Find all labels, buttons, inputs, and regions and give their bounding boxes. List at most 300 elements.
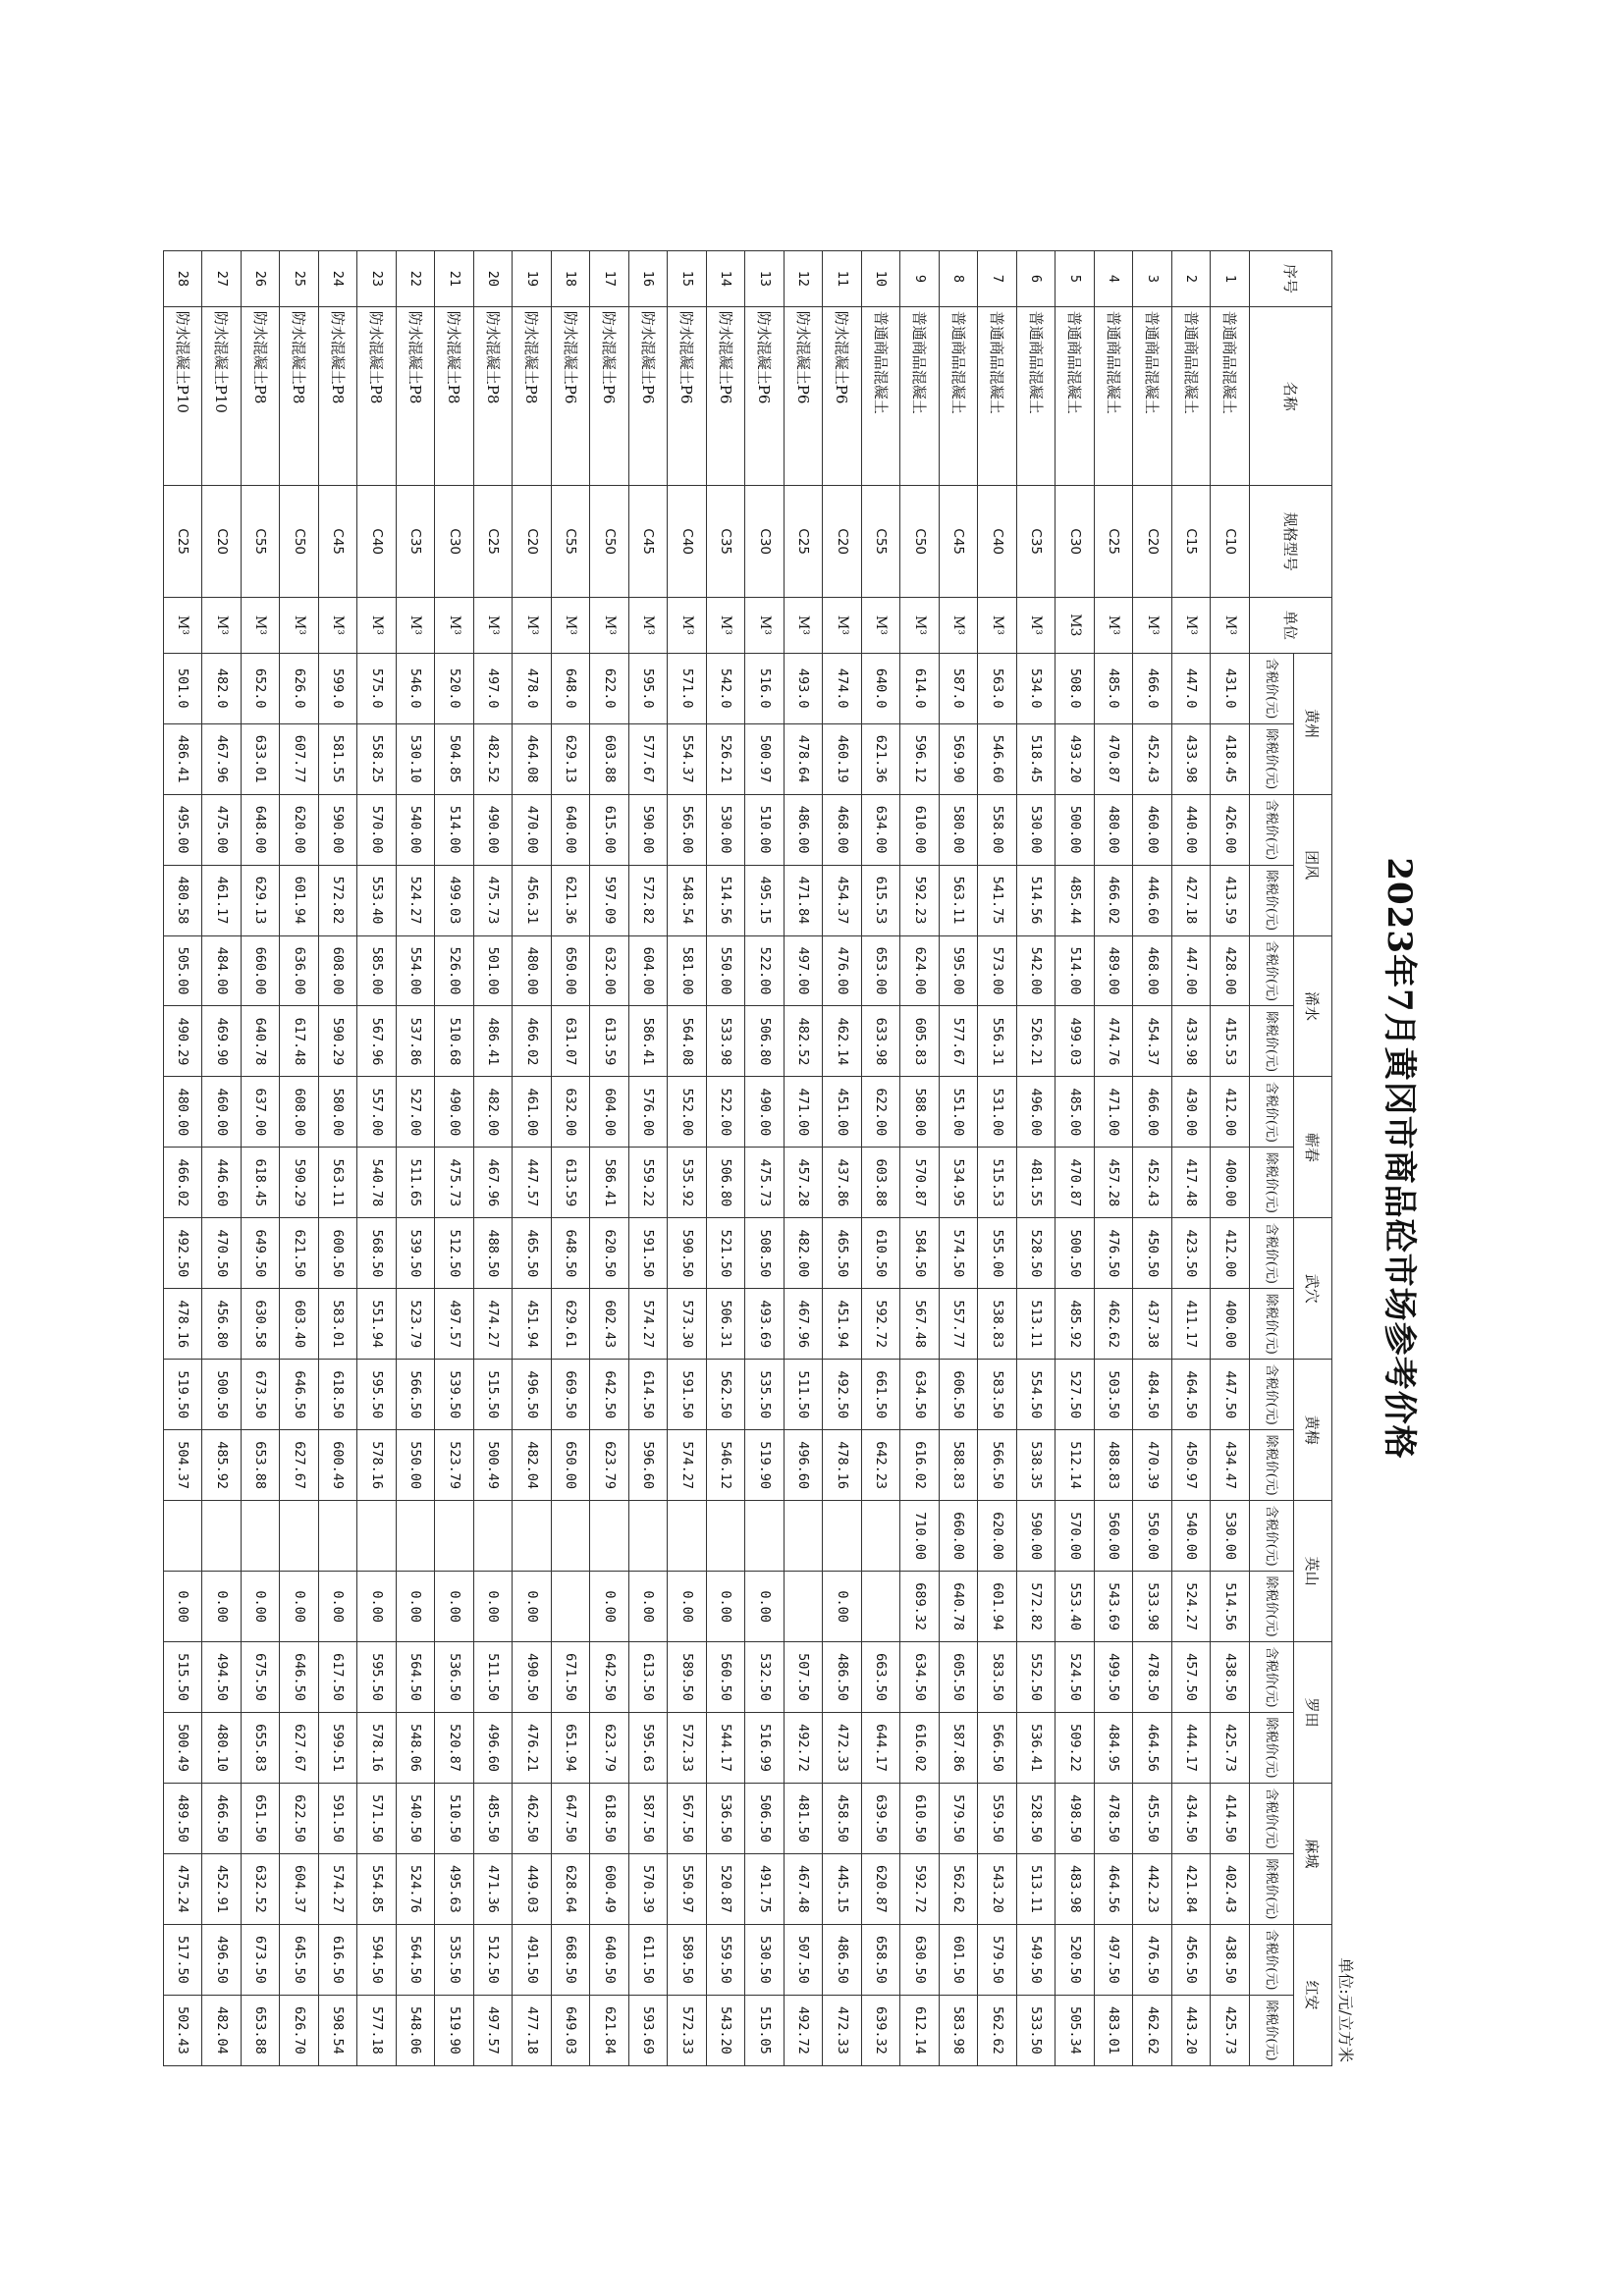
row-spec: C40 — [978, 486, 1017, 598]
row-unit: M³ — [242, 597, 281, 653]
price-without-tax-cell: 513.11 — [1017, 1289, 1056, 1360]
price-with-tax-cell: 540.50 — [397, 1783, 436, 1853]
price-without-tax-cell: 633.98 — [862, 1006, 901, 1077]
price-without-tax-cell: 457.28 — [785, 1148, 824, 1218]
price-with-tax-cell: 616.50 — [319, 1924, 358, 1995]
price-with-tax-cell: 471.00 — [785, 1077, 824, 1148]
row-unit: M³ — [668, 597, 707, 653]
table-row — [590, 251, 629, 2066]
price-with-tax-cell — [357, 1501, 397, 1572]
price-with-tax-cell: 540.00 — [397, 794, 436, 865]
row-index: 1 — [1211, 251, 1250, 307]
price-without-tax-cell: 509.22 — [1056, 1713, 1095, 1784]
price-without-tax-cell: 466.02 — [513, 1006, 552, 1077]
price-with-tax-cell: 620.00 — [978, 1501, 1017, 1572]
table-row — [707, 251, 746, 2066]
price-without-tax-cell: 434.47 — [1211, 1430, 1250, 1501]
header-region: 英山 — [1294, 1501, 1332, 1642]
price-with-tax-cell: 590.00 — [629, 794, 669, 865]
price-with-tax-cell: 555.00 — [978, 1218, 1017, 1289]
price-with-tax-cell: 610.00 — [900, 794, 940, 865]
price-with-tax-cell: 506.50 — [745, 1783, 785, 1853]
row-index: 6 — [1017, 251, 1056, 307]
row-unit: M³ — [435, 597, 474, 653]
price-without-tax-cell: 590.29 — [280, 1148, 319, 1218]
price-without-tax-cell: 567.48 — [900, 1289, 940, 1360]
table-row — [1056, 251, 1095, 2066]
price-with-tax-cell: 478.50 — [1133, 1642, 1172, 1713]
price-with-tax-cell: 456.50 — [1172, 1924, 1212, 1995]
price-without-tax-cell: 0.00 — [707, 1572, 746, 1642]
row-index: 12 — [785, 251, 824, 307]
row-index: 27 — [202, 251, 242, 307]
price-without-tax-cell: 562.62 — [940, 1853, 979, 1924]
price-with-tax-cell: 511.50 — [785, 1360, 824, 1430]
price-without-tax-cell: 492.72 — [785, 1995, 824, 2065]
price-with-tax-cell: 563.0 — [978, 653, 1017, 723]
price-with-tax-cell: 536.50 — [707, 1783, 746, 1853]
row-unit: M³ — [1133, 597, 1172, 653]
price-without-tax-cell: 485.92 — [202, 1430, 242, 1501]
table-row — [552, 251, 591, 2066]
price-with-tax-cell: 478.0 — [513, 653, 552, 723]
price-without-tax-cell: 629.13 — [552, 723, 591, 794]
price-with-tax-cell: 511.50 — [474, 1642, 514, 1713]
table-row — [745, 251, 785, 2066]
price-without-tax-cell: 470.87 — [1056, 1148, 1095, 1218]
price-without-tax-cell: 482.04 — [513, 1430, 552, 1501]
table-row — [823, 251, 862, 2066]
price-with-tax-cell: 480.00 — [164, 1077, 203, 1148]
price-without-tax-cell: 425.73 — [1211, 1995, 1250, 2065]
price-with-tax-cell: 649.50 — [242, 1218, 281, 1289]
header-price-without-tax: 除税价(元) — [1250, 1853, 1294, 1924]
price-with-tax-cell: 458.50 — [823, 1783, 862, 1853]
price-with-tax-cell: 595.50 — [357, 1642, 397, 1713]
price-without-tax-cell: 514.56 — [1211, 1572, 1250, 1642]
header-price-with-tax: 含税价(元) — [1250, 1077, 1294, 1148]
price-with-tax-cell: 646.50 — [280, 1642, 319, 1713]
price-with-tax-cell: 490.00 — [435, 1077, 474, 1148]
price-with-tax-cell: 438.50 — [1211, 1924, 1250, 1995]
row-name: 防水混凝土P8 — [397, 306, 436, 486]
price-with-tax-cell: 562.50 — [707, 1360, 746, 1430]
price-without-tax-cell: 454.37 — [1133, 1006, 1172, 1077]
price-with-tax-cell: 512.50 — [435, 1218, 474, 1289]
price-with-tax-cell: 570.00 — [357, 794, 397, 865]
price-with-tax-cell: 412.00 — [1211, 1218, 1250, 1289]
price-with-tax-cell: 520.50 — [1056, 1924, 1095, 1995]
price-without-tax-cell: 437.86 — [823, 1148, 862, 1218]
price-without-tax-cell: 467.96 — [202, 723, 242, 794]
price-with-tax-cell: 661.50 — [862, 1360, 901, 1430]
price-without-tax-cell: 627.67 — [280, 1713, 319, 1784]
price-without-tax-cell: 475.73 — [435, 1148, 474, 1218]
price-without-tax-cell: 617.48 — [280, 1006, 319, 1077]
price-with-tax-cell: 485.00 — [1056, 1077, 1095, 1148]
price-without-tax-cell: 514.56 — [1017, 865, 1056, 935]
price-without-tax-cell: 505.34 — [1056, 1995, 1095, 2065]
price-without-tax-cell: 0.00 — [202, 1572, 242, 1642]
price-without-tax-cell: 496.60 — [785, 1430, 824, 1501]
price-with-tax-cell — [785, 1501, 824, 1572]
table-row — [940, 251, 979, 2066]
row-unit: M³ — [319, 597, 358, 653]
price-with-tax-cell: 498.50 — [1056, 1783, 1095, 1853]
price-with-tax-cell: 608.00 — [319, 935, 358, 1006]
row-spec: C35 — [707, 486, 746, 598]
price-with-tax-cell: 466.00 — [1133, 1077, 1172, 1148]
price-without-tax-cell: 570.87 — [900, 1148, 940, 1218]
price-with-tax-cell: 557.00 — [357, 1077, 397, 1148]
header-price-with-tax: 含税价(元) — [1250, 1360, 1294, 1430]
price-without-tax-cell: 467.96 — [785, 1289, 824, 1360]
price-without-tax-cell: 514.56 — [707, 865, 746, 935]
price-without-tax-cell: 485.92 — [1056, 1289, 1095, 1360]
row-name: 防水混凝土P8 — [435, 306, 474, 486]
price-without-tax-cell: 474.27 — [474, 1289, 514, 1360]
price-with-tax-cell: 466.50 — [202, 1783, 242, 1853]
price-without-tax-cell: 492.72 — [785, 1713, 824, 1784]
price-without-tax-cell: 642.23 — [862, 1430, 901, 1501]
row-unit: M³ — [590, 597, 629, 653]
table-row — [1133, 251, 1172, 2066]
price-with-tax-cell: 528.50 — [1017, 1218, 1056, 1289]
price-with-tax-cell: 585.00 — [357, 935, 397, 1006]
price-without-tax-cell: 554.37 — [668, 723, 707, 794]
price-without-tax-cell: 462.14 — [823, 1006, 862, 1077]
row-name: 普通商品混凝土 — [1133, 306, 1172, 486]
price-without-tax-cell: 572.82 — [319, 865, 358, 935]
table-row — [319, 251, 358, 2066]
price-without-tax-cell: 472.33 — [823, 1995, 862, 2065]
price-without-tax-cell: 583.01 — [319, 1289, 358, 1360]
price-with-tax-cell: 519.50 — [164, 1360, 203, 1430]
price-without-tax-cell: 650.00 — [552, 1430, 591, 1501]
price-without-tax-cell: 526.21 — [707, 723, 746, 794]
price-without-tax-cell: 500.49 — [474, 1430, 514, 1501]
row-unit: M³ — [357, 597, 397, 653]
price-with-tax-cell: 652.0 — [242, 653, 281, 723]
header-price-without-tax: 除税价(元) — [1250, 1713, 1294, 1784]
price-with-tax-cell — [862, 1501, 901, 1572]
price-without-tax-cell: 502.43 — [164, 1995, 203, 2065]
price-with-tax-cell: 542.00 — [1017, 935, 1056, 1006]
price-with-tax-cell: 580.00 — [319, 1077, 358, 1148]
price-with-tax-cell — [242, 1501, 281, 1572]
price-with-tax-cell: 546.0 — [397, 653, 436, 723]
price-with-tax-cell: 573.00 — [978, 935, 1017, 1006]
price-with-tax-cell: 450.50 — [1133, 1218, 1172, 1289]
price-with-tax-cell: 669.50 — [552, 1360, 591, 1430]
price-with-tax-cell: 642.50 — [590, 1642, 629, 1713]
price-with-tax-cell: 505.00 — [164, 935, 203, 1006]
table-row — [668, 251, 707, 2066]
row-name: 普通商品混凝土 — [940, 306, 979, 486]
price-with-tax-cell: 482.00 — [785, 1218, 824, 1289]
row-spec: C40 — [668, 486, 707, 598]
price-without-tax-cell: 621.36 — [862, 723, 901, 794]
price-without-tax-cell: 631.07 — [552, 1006, 591, 1077]
price-without-tax-cell: 499.03 — [435, 865, 474, 935]
price-without-tax-cell: 600.49 — [319, 1430, 358, 1501]
price-with-tax-cell: 500.50 — [1056, 1218, 1095, 1289]
price-without-tax-cell: 524.27 — [397, 865, 436, 935]
row-spec: C40 — [357, 486, 397, 598]
price-without-tax-cell: 597.09 — [590, 865, 629, 935]
price-without-tax-cell: 486.41 — [474, 1006, 514, 1077]
price-with-tax-cell: 514.00 — [1056, 935, 1095, 1006]
row-index: 11 — [823, 251, 862, 307]
price-without-tax-cell: 574.27 — [319, 1853, 358, 1924]
price-with-tax-cell: 590.50 — [668, 1218, 707, 1289]
price-with-tax-cell: 634.50 — [900, 1360, 940, 1430]
price-with-tax-cell: 495.00 — [164, 794, 203, 865]
row-index: 25 — [280, 251, 319, 307]
row-index: 8 — [940, 251, 979, 307]
price-with-tax-cell: 636.00 — [280, 935, 319, 1006]
price-with-tax-cell: 494.50 — [202, 1642, 242, 1713]
header-region: 团风 — [1294, 794, 1332, 935]
price-without-tax-cell: 546.12 — [707, 1430, 746, 1501]
price-with-tax-cell: 484.00 — [202, 935, 242, 1006]
price-without-tax-cell: 574.27 — [629, 1289, 669, 1360]
price-without-tax-cell: 601.94 — [978, 1572, 1017, 1642]
price-without-tax-cell: 506.80 — [745, 1006, 785, 1077]
price-without-tax-cell: 482.04 — [202, 1995, 242, 2065]
price-without-tax-cell: 477.18 — [513, 1995, 552, 2065]
price-without-tax-cell: 485.44 — [1056, 865, 1095, 935]
price-with-tax-cell: 530.00 — [1017, 794, 1056, 865]
table-row — [1017, 251, 1056, 2066]
table-row — [357, 251, 397, 2066]
price-with-tax-cell: 482.00 — [474, 1077, 514, 1148]
price-with-tax-cell: 583.50 — [978, 1642, 1017, 1713]
price-with-tax-cell: 550.00 — [1133, 1501, 1172, 1572]
price-without-tax-cell: 592.72 — [862, 1289, 901, 1360]
price-with-tax-cell: 468.00 — [823, 794, 862, 865]
price-without-tax-cell: 466.02 — [1095, 865, 1134, 935]
price-without-tax-cell: 433.98 — [1172, 723, 1212, 794]
row-name: 防水混凝土P10 — [164, 306, 203, 486]
price-without-tax-cell — [862, 1572, 901, 1642]
price-without-tax-cell: 504.85 — [435, 723, 474, 794]
price-without-tax-cell: 0.00 — [668, 1572, 707, 1642]
price-with-tax-cell: 610.50 — [900, 1783, 940, 1853]
price-without-tax-cell: 478.64 — [785, 723, 824, 794]
price-without-tax-cell: 554.85 — [357, 1853, 397, 1924]
price-with-tax-cell: 412.00 — [1211, 1077, 1250, 1148]
price-with-tax-cell — [435, 1501, 474, 1572]
price-with-tax-cell: 500.50 — [202, 1360, 242, 1430]
header-price-without-tax: 除税价(元) — [1250, 1572, 1294, 1642]
price-with-tax-cell: 503.50 — [1095, 1360, 1134, 1430]
price-with-tax-cell: 486.00 — [785, 794, 824, 865]
table-row — [513, 251, 552, 2066]
row-spec: C25 — [164, 486, 203, 598]
row-name: 防水混凝土P8 — [242, 306, 281, 486]
table-row — [785, 251, 824, 2066]
price-with-tax-cell: 486.50 — [823, 1924, 862, 1995]
table-row — [1095, 251, 1134, 2066]
price-with-tax-cell: 535.50 — [745, 1360, 785, 1430]
price-with-tax-cell: 514.00 — [435, 794, 474, 865]
price-with-tax-cell: 575.0 — [357, 653, 397, 723]
price-without-tax-cell: 481.55 — [1017, 1148, 1056, 1218]
price-with-tax-cell: 710.00 — [900, 1501, 940, 1572]
price-without-tax-cell: 559.22 — [629, 1148, 669, 1218]
price-without-tax-cell: 533.98 — [707, 1006, 746, 1077]
row-index: 10 — [862, 251, 901, 307]
price-with-tax-cell: 486.50 — [823, 1642, 862, 1713]
row-unit: M³ — [1095, 597, 1134, 653]
row-index: 22 — [397, 251, 436, 307]
price-with-tax-cell: 414.50 — [1211, 1783, 1250, 1853]
price-without-tax-cell: 456.80 — [202, 1289, 242, 1360]
price-without-tax-cell: 0.00 — [357, 1572, 397, 1642]
price-with-tax-cell: 481.50 — [785, 1783, 824, 1853]
price-without-tax-cell: 500.49 — [164, 1713, 203, 1784]
price-without-tax-cell: 483.98 — [1056, 1853, 1095, 1924]
price-with-tax-cell: 530.00 — [1211, 1501, 1250, 1572]
price-with-tax-cell: 484.50 — [1133, 1360, 1172, 1430]
price-with-tax-cell: 660.00 — [242, 935, 281, 1006]
row-unit: M³ — [978, 597, 1017, 653]
price-with-tax-cell: 581.00 — [668, 935, 707, 1006]
price-without-tax-cell: 450.97 — [1172, 1430, 1212, 1501]
header-region: 红安 — [1294, 1924, 1332, 2065]
price-without-tax-cell: 538.35 — [1017, 1430, 1056, 1501]
row-unit: M³ — [280, 597, 319, 653]
price-with-tax-cell: 552.00 — [668, 1077, 707, 1148]
price-without-tax-cell: 437.38 — [1133, 1289, 1172, 1360]
price-without-tax-cell: 537.86 — [397, 1006, 436, 1077]
row-name: 普通商品混凝土 — [1211, 306, 1250, 486]
price-without-tax-cell: 472.33 — [823, 1713, 862, 1784]
row-index: 21 — [435, 251, 474, 307]
price-with-tax-cell — [823, 1501, 862, 1572]
price-without-tax-cell: 471.36 — [474, 1853, 514, 1924]
price-with-tax-cell: 589.50 — [668, 1924, 707, 1995]
price-with-tax-cell: 646.50 — [280, 1360, 319, 1430]
price-without-tax-cell: 512.14 — [1056, 1430, 1095, 1501]
row-index: 18 — [552, 251, 591, 307]
price-without-tax-cell: 601.94 — [280, 865, 319, 935]
price-with-tax-cell: 570.00 — [1056, 1501, 1095, 1572]
price-without-tax-cell: 583.98 — [940, 1995, 979, 2065]
price-with-tax-cell: 564.50 — [397, 1924, 436, 1995]
row-index: 3 — [1133, 251, 1172, 307]
price-without-tax-cell: 595.63 — [629, 1713, 669, 1784]
price-without-tax-cell: 469.90 — [202, 1006, 242, 1077]
price-with-tax-cell: 571.50 — [357, 1783, 397, 1853]
price-without-tax-cell: 655.83 — [242, 1713, 281, 1784]
price-without-tax-cell: 590.29 — [319, 1006, 358, 1077]
price-without-tax-cell: 427.18 — [1172, 865, 1212, 935]
price-without-tax-cell: 563.11 — [319, 1148, 358, 1218]
price-without-tax-cell: 613.59 — [590, 1006, 629, 1077]
unit-note: 单位:元/立方米 — [1336, 1957, 1355, 2062]
price-without-tax-cell: 613.59 — [552, 1148, 591, 1218]
price-without-tax-cell: 530.10 — [397, 723, 436, 794]
price-without-tax-cell: 475.73 — [745, 1148, 785, 1218]
price-with-tax-cell: 500.00 — [1056, 794, 1095, 865]
price-without-tax-cell: 548.54 — [668, 865, 707, 935]
price-table — [163, 250, 1332, 2066]
row-name: 防水混凝土P8 — [319, 306, 358, 486]
price-without-tax-cell: 593.69 — [629, 1995, 669, 2065]
header-price-with-tax: 含税价(元) — [1250, 653, 1294, 723]
price-with-tax-cell: 574.50 — [940, 1218, 979, 1289]
price-with-tax-cell: 501.00 — [474, 935, 514, 1006]
price-without-tax-cell: 506.31 — [707, 1289, 746, 1360]
price-without-tax-cell: 456.31 — [513, 865, 552, 935]
row-unit: M³ — [745, 597, 785, 653]
row-unit: M³ — [513, 597, 552, 653]
row-index: 5 — [1056, 251, 1095, 307]
price-with-tax-cell: 489.00 — [1095, 935, 1134, 1006]
price-without-tax-cell: 0.00 — [319, 1572, 358, 1642]
row-name: 普通商品混凝土 — [978, 306, 1017, 486]
row-unit: M³ — [940, 597, 979, 653]
price-without-tax-cell: 433.98 — [1172, 1006, 1212, 1077]
price-with-tax-cell: 651.50 — [242, 1783, 281, 1853]
price-without-tax-cell: 553.40 — [357, 865, 397, 935]
row-unit: M³ — [785, 597, 824, 653]
price-without-tax-cell: 543.20 — [978, 1853, 1017, 1924]
price-with-tax-cell: 622.0 — [590, 653, 629, 723]
row-spec: C25 — [785, 486, 824, 598]
price-with-tax-cell: 560.50 — [707, 1642, 746, 1713]
price-with-tax-cell: 645.50 — [280, 1924, 319, 1995]
price-without-tax-cell: 500.97 — [745, 723, 785, 794]
price-with-tax-cell: 632.00 — [552, 1077, 591, 1148]
row-spec: C20 — [513, 486, 552, 598]
price-without-tax-cell: 0.00 — [590, 1572, 629, 1642]
price-without-tax-cell: 639.32 — [862, 1995, 901, 2065]
row-spec: C45 — [629, 486, 669, 598]
price-with-tax-cell: 496.50 — [202, 1924, 242, 1995]
price-without-tax-cell: 630.58 — [242, 1289, 281, 1360]
price-without-tax-cell: 640.78 — [242, 1006, 281, 1077]
price-without-tax-cell: 689.32 — [900, 1572, 940, 1642]
price-without-tax-cell: 567.96 — [357, 1006, 397, 1077]
price-with-tax-cell — [552, 1501, 591, 1572]
price-with-tax-cell: 604.00 — [590, 1077, 629, 1148]
price-with-tax-cell: 576.00 — [629, 1077, 669, 1148]
price-without-tax-cell: 442.23 — [1133, 1853, 1172, 1924]
row-name: 防水混凝土P8 — [474, 306, 514, 486]
price-with-tax-cell: 591.50 — [319, 1783, 358, 1853]
price-with-tax-cell: 599.0 — [319, 653, 358, 723]
header-price-without-tax: 除税价(元) — [1250, 1430, 1294, 1501]
price-without-tax-cell: 640.78 — [940, 1572, 979, 1642]
price-with-tax-cell: 457.50 — [1172, 1642, 1212, 1713]
row-spec: C50 — [900, 486, 940, 598]
price-without-tax-cell: 523.79 — [397, 1289, 436, 1360]
price-without-tax-cell: 653.88 — [242, 1430, 281, 1501]
price-with-tax-cell: 600.50 — [319, 1218, 358, 1289]
price-with-tax-cell: 671.50 — [552, 1642, 591, 1713]
price-without-tax-cell: 596.60 — [629, 1430, 669, 1501]
price-with-tax-cell: 552.50 — [1017, 1642, 1056, 1713]
price-without-tax-cell: 629.61 — [552, 1289, 591, 1360]
price-with-tax-cell: 622.00 — [862, 1077, 901, 1148]
row-index: 4 — [1095, 251, 1134, 307]
price-without-tax-cell: 592.23 — [900, 865, 940, 935]
row-spec: C20 — [823, 486, 862, 598]
price-without-tax-cell: 491.75 — [745, 1853, 785, 1924]
